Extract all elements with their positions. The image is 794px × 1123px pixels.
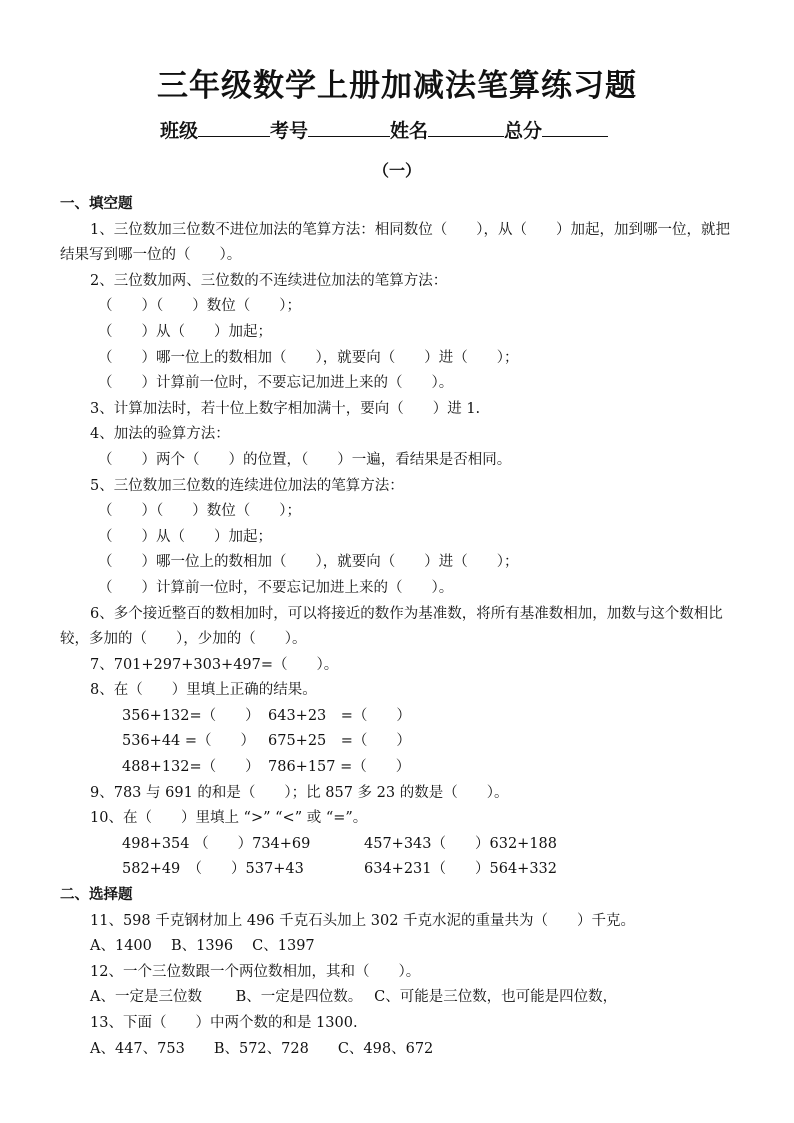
question-2: 2、三位数加两、三位数的不连续进位加法的笔算方法：	[90, 272, 448, 289]
exam-no-label: 考号	[270, 120, 309, 142]
section-fill-in-title: 一、填空题	[60, 196, 133, 212]
question-11: 11、598 千克钢材加上 496 千克石头加上 302 千克水泥的重量共为（ ）千克。	[90, 912, 636, 929]
q5-step-2: （ ）从（ ）加起；	[98, 528, 272, 545]
worksheet-content	[60, 192, 740, 1062]
page-title: 三年级数学上册加减法笔算练习题	[157, 68, 637, 104]
q2-step-3: （ ）哪一位上的数相加（ ），就要向（ ）进（ ）；	[98, 349, 519, 366]
question-6: 6、多个接近整百的数相加时，可以将接近的数作为基准数，将所有基准数相加，加数与这个数相比较，多加的（ ），少加的（ ）。	[60, 605, 723, 648]
question-1: 1、三位数加三位数不进位加法的笔算方法：相同数位（ ），从（ ）加起，加到哪一位，就把结果写到哪一位的（ ）。	[60, 221, 730, 264]
q10-row	[60, 857, 740, 883]
q5-step-3: （ ）哪一位上的数相加（ ），就要向（ ）进（ ）；	[98, 554, 519, 571]
question-12: 12、一个三位数跟一个两位数相加，其和（ ）。	[90, 963, 421, 980]
student-info-line	[160, 116, 680, 143]
score-blank	[542, 118, 608, 137]
q2-step-4: （ ）计算前一位时，不要忘记加进上来的（ ）。	[98, 375, 454, 392]
section-choice-title: 二、选择题	[60, 887, 133, 904]
q12-options: A、一定是三位数 B、一定是四位数。 C、可能是三位数，也可能是四位数，	[90, 989, 618, 1006]
class-blank	[198, 118, 270, 137]
question-8: 8、在（ ）里填上正确的结果。	[90, 682, 317, 699]
question-4: 4、加法的验算方法：	[90, 426, 230, 443]
q8-row	[60, 704, 740, 730]
question-10: 10、在（ ）里填上 “>” “<” 或 “=”。	[90, 810, 368, 827]
name-label: 姓名	[390, 120, 429, 142]
question-3: 3、计算加法时，若十位上数字相加满十，要向（ ）进 1.	[90, 400, 481, 417]
q8-row	[60, 729, 740, 755]
q2-step-1: （ ）（ ）数位（ ）；	[98, 298, 301, 315]
q10-item: 582+49 （ ）537+43	[122, 861, 304, 878]
q13-options: A、447、753 B、572、728 C、498、672	[90, 1040, 434, 1057]
part-subtitle: （一）	[372, 161, 421, 180]
q8-item: 536+44 =（ ）	[122, 733, 256, 750]
q8-item: 643+23 =（ ）	[268, 707, 411, 724]
q8-item: 488+132=（ ）	[122, 759, 260, 776]
q2-step-2: （ ）从（ ）加起；	[98, 323, 272, 340]
q5-step-4: （ ）计算前一位时，不要忘记加进上来的（ ）。	[98, 579, 454, 596]
q10-item: 634+231（ ）564+332	[364, 861, 558, 878]
q10-item: 498+354 （ ）734+69	[122, 835, 311, 852]
question-7: 7、701+297+303+497=（ ）。	[90, 656, 339, 673]
q4-step: （ ）两个（ ）的位置，（ ）一遍，看结果是否相同。	[98, 451, 512, 468]
question-13: 13、下面（ ）中两个数的和是 1300.	[90, 1015, 358, 1031]
class-label: 班级	[160, 120, 199, 142]
q10-item: 457+343（ ）632+188	[364, 835, 558, 852]
question-5: 5、三位数加三位数的连续进位加法的笔算方法：	[90, 477, 404, 494]
q10-row	[60, 832, 740, 858]
q8-item: 675+25 =（ ）	[268, 733, 411, 750]
q11-options: A、1400 B、1396 C、1397	[90, 938, 315, 955]
name-blank	[428, 118, 504, 137]
score-label: 总分	[504, 120, 543, 142]
exam-no-blank	[308, 118, 390, 137]
question-9: 9、783 与 691 的和是（ ）；比 857 多 23 的数是（ ）。	[90, 784, 509, 801]
q8-row	[60, 755, 740, 781]
q8-item: 786+157 =（ ）	[268, 759, 411, 776]
q8-item: 356+132=（ ）	[122, 707, 260, 724]
q5-step-1: （ ）（ ）数位（ ）；	[98, 503, 301, 520]
